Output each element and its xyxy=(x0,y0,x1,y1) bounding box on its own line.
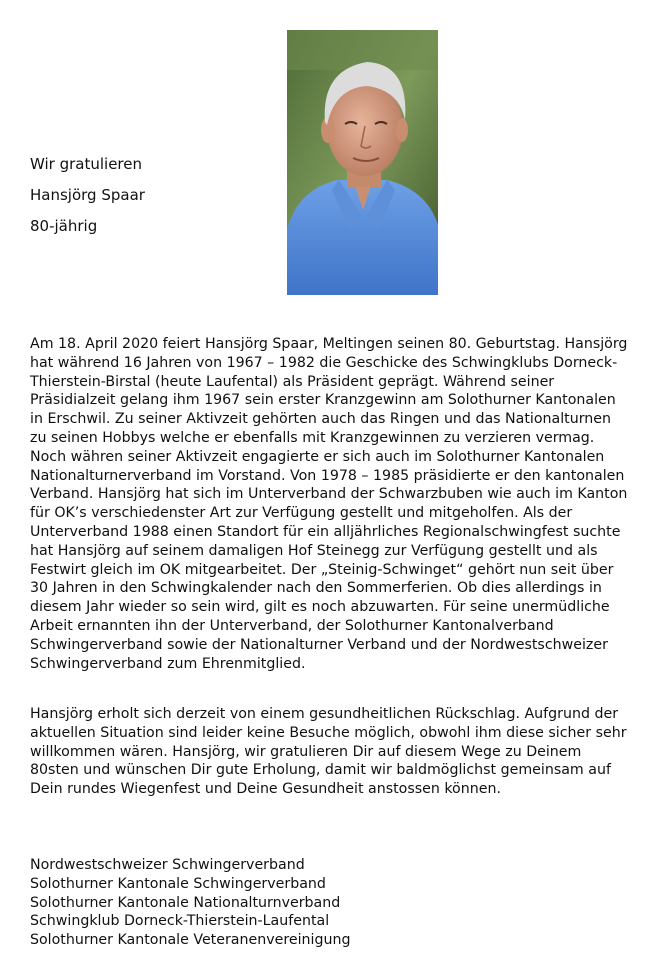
signoff-line: Nordwestschweizer Schwingerverband xyxy=(30,857,305,873)
heading-congratulate: Wir gratulieren xyxy=(30,155,143,173)
heading-name: Hansjörg Spaar xyxy=(30,186,145,204)
portrait-photo xyxy=(287,30,438,295)
article-paragraph: Hansjörg erholt sich derzeit von einem gesundheitlichen Rückschlag. Aufgrund der aktuellen Situation sind leider keine Besuche möglich, obwohl ihm diese sicher sehr willkommen wären. Hansjörg, wir gratulieren Dir auf diesem Wege zu Deinem 80sten und wünschen Dir gute Erholung, damit wir baldmöglichst gemeinsam auf Dein rundes Wiegenfest und Deine Gesundheit anstossen können. xyxy=(30,706,627,798)
signoff-line: Solothurner Kantonale Nationalturnverband xyxy=(30,894,341,911)
signoff-block xyxy=(30,856,350,950)
heading-age: 80-jährig xyxy=(30,217,98,235)
signoff-line: Solothurner Kantonale Veteranenvereinigung xyxy=(30,932,351,949)
signoff-line: Solothurner Kantonale Schwingerverband xyxy=(30,875,326,892)
signoff-line: Schwingklub Dorneck-Thierstein-Laufental xyxy=(30,913,330,930)
portrait-illustration xyxy=(287,30,438,295)
article-paragraph: Am 18. April 2020 feiert Hansjörg Spaar, Meltingen seinen 80. Geburtstag. Hansjörg hat während 16 Jahren von 1967 – 1982 die Geschicke des Schwingklubs Dorneck-Thierstein-Birstal (heute Laufental) als Präsident geprägt. Während seiner Präsidialzeit gelang ihm 1967 sein erster Kranzgewinn am Solothurner Kantonalen in Erschwil. Zu seiner Aktivzeit gehörten auch das Ringen und das Nationalturnen zu seinen Hobbys welche er ebenfalls mit Kranzgewinnen zu verzieren vermag. Noch währen seiner Aktivzeit engagierte er sich auch im Solothurner Kantonalen Nationalturnerverband im Vorstand. Von 1978 – 1985 präsidierte er den kantonalen Verband. Hansjörg hat sich im Unterverband der Schwarzbuben wie auch im Kanton für OK’s verschiedenster Art zur Verfügung gestellt und mitgeholfen. Als der Unterverband 1988 einen Standort für ein alljährliches Regionalschwingfest suchte hat Hansjörg auf seinem damaligen Hof Steinegg zur Verfügung gestellt und als Festwirt gleich im OK mitgearbeitet. Der „Steinig-Schwinget“ gehört nun seit über 30 Jahren in den Schwingkalender nach den Sommerferien. Ob dies allerdings in diesem Jahr wieder so sein wird, gilt es noch abzuwarten. Für seine unermüdliche Arbeit ernannten ihn der Unterverband, der Solothurner Kantonalverband Schwingerverband sowie der Nationalturner Verband und der Nordwestschweizer Schwingerverband zum Ehrenmitglied. xyxy=(30,336,628,672)
